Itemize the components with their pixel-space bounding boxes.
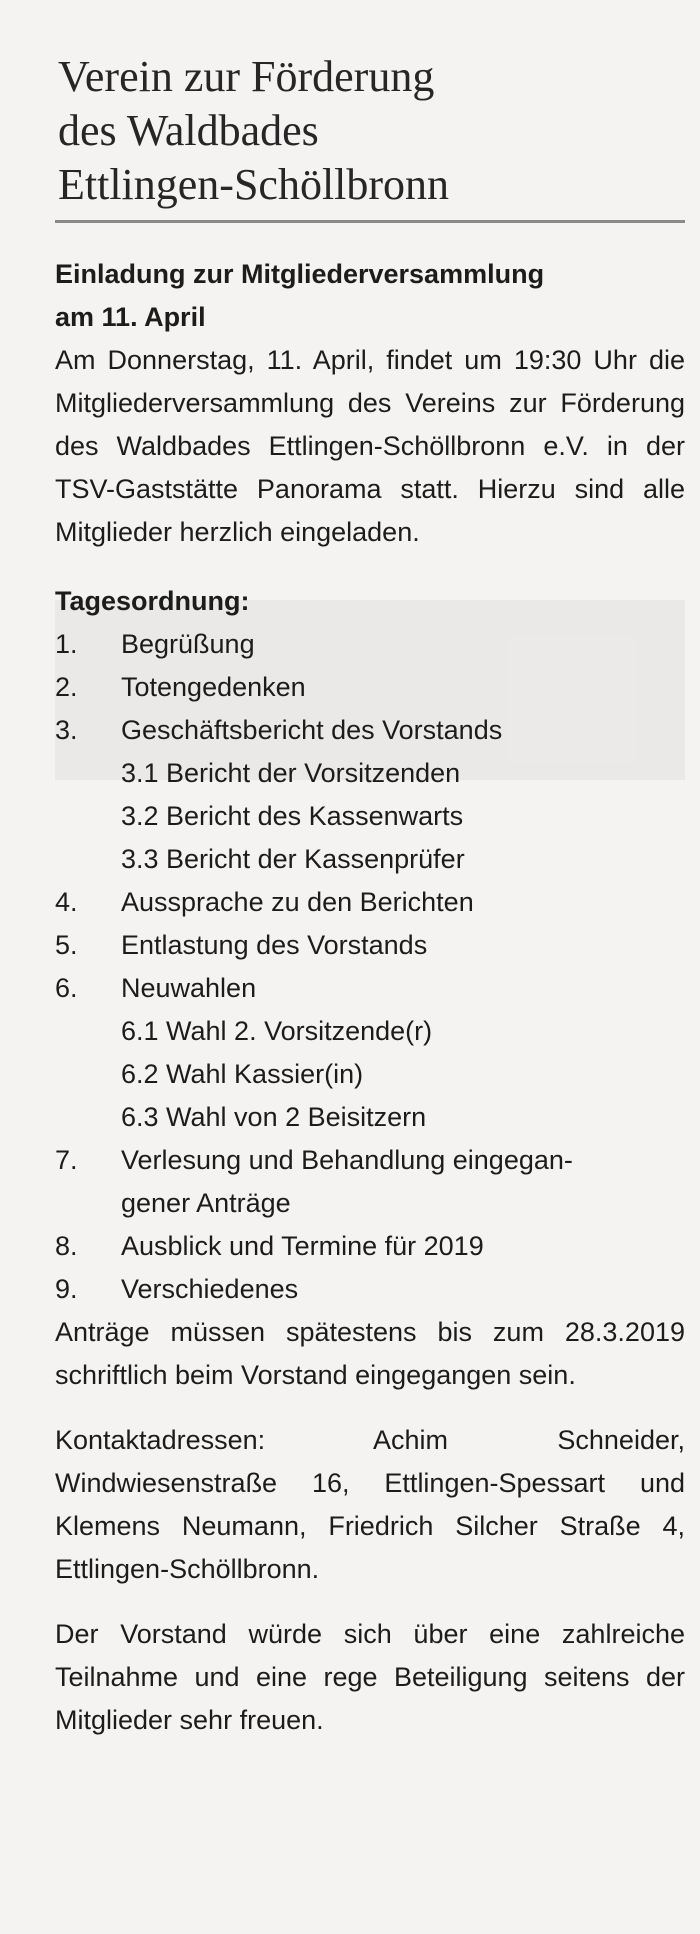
agenda-item: 6. Neuwahlen bbox=[55, 973, 257, 1003]
closing-paragraph: Der Vorstand würde sich über eine zahlreiche Teilnahme und eine rege Beteiligung seitens der Mitglieder sehr freuen. bbox=[55, 1619, 685, 1735]
article-column bbox=[55, 50, 685, 1742]
title-line-2: des Waldbades bbox=[58, 106, 319, 155]
title-line-3: Ettlingen-Schöllbronn bbox=[58, 160, 450, 209]
agenda-subitem: 3.3 Bericht der Kassenprüfer bbox=[121, 844, 465, 874]
invitation-heading bbox=[55, 253, 685, 339]
deadline-paragraph: Anträge müssen spätestens bis zum 28.3.2019 schriftlich beim Vorstand eingegangen sein. bbox=[55, 1317, 685, 1390]
agenda-subitem: 3.1 Bericht der Vorsitzenden bbox=[121, 758, 461, 788]
agenda-item: 2. Totengedenken bbox=[55, 672, 306, 702]
title-line-1: Verein zur Förderung bbox=[58, 52, 435, 101]
agenda-item: 5. Entlastung des Vorstands bbox=[55, 930, 428, 960]
agenda-item: 4. Aussprache zu den Berichten bbox=[55, 887, 474, 917]
contacts-paragraph: Kontaktadressen: Achim Schneider, Windwiesenstraße 16, Ettlingen-Spessart und Klemens Neumann, Friedrich Silcher Straße 4, Ettlingen-Schöllbronn. bbox=[55, 1425, 685, 1584]
agenda-subitem: 6.1 Wahl 2. Vorsitzende(r) bbox=[121, 1016, 433, 1046]
agenda-item: 7. Verlesung und Behandlung eingegan- bbox=[55, 1145, 573, 1175]
agenda-item: 3. Geschäftsbericht des Vorstands bbox=[55, 715, 503, 745]
agenda-subitem: 6.2 Wahl Kassier(in) bbox=[121, 1059, 364, 1089]
agenda-subitem: 6.3 Wahl von 2 Beisitzern bbox=[121, 1102, 427, 1132]
subhead-line-2: am 11. April bbox=[55, 302, 206, 332]
agenda-item-continuation: gener Anträge bbox=[121, 1188, 291, 1218]
agenda-item: 9. Verschiedenes bbox=[55, 1274, 299, 1304]
title-underline bbox=[55, 220, 685, 223]
subhead-line-1: Einladung zur Mitgliederversammlung bbox=[55, 259, 545, 289]
agenda-item: 1. Begrüßung bbox=[55, 629, 255, 659]
agenda-item: 8. Ausblick und Termine für 2019 bbox=[55, 1231, 484, 1261]
agenda-heading: Tagesordnung: bbox=[55, 586, 250, 616]
agenda-subitem: 3.2 Bericht des Kassenwarts bbox=[121, 801, 464, 831]
agenda-list bbox=[55, 623, 685, 1311]
article-title bbox=[58, 50, 685, 212]
intro-paragraph: Am Donnerstag, 11. April, findet um 19:30 Uhr die Mitgliederversammlung des Vereins zur Förderung des Waldbades Ettlingen-Schöllbronn e.V. in der TSV-Gaststätte Panorama statt. Hierzu sind alle Mitglieder herzlich eingeladen. bbox=[55, 345, 685, 547]
